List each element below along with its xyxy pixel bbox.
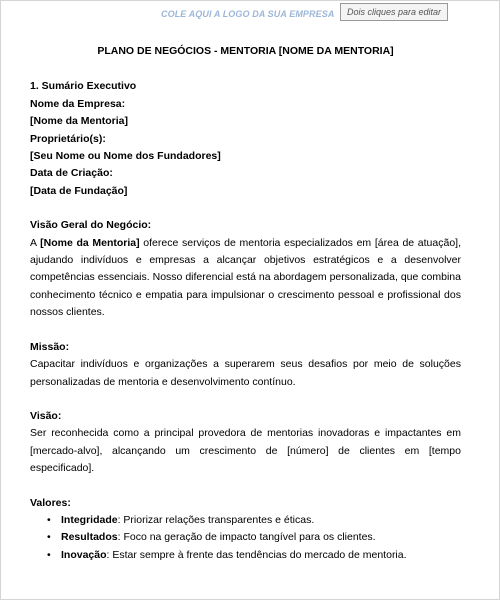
document-title: PLANO DE NEGÓCIOS - MENTORIA [NOME DA MENTORIA] <box>97 45 394 57</box>
spacer <box>30 322 461 339</box>
company-name-label: Nome da Empresa: <box>30 97 126 110</box>
bullet-icon: • <box>47 548 51 561</box>
list-item <box>30 512 461 529</box>
spacer <box>30 478 461 495</box>
overview-company-ref: [Nome da Mentoria] <box>40 236 140 249</box>
spacer <box>30 200 461 217</box>
list-item <box>30 547 461 564</box>
value-desc: : Foco na geração de impacto tangível para os clientes. <box>117 531 376 544</box>
section-heading-summary: 1. Sumário Executivo <box>30 80 137 93</box>
document-toolbar <box>1 1 499 27</box>
creation-date-label: Data de Criação: <box>30 167 113 180</box>
owner-label: Proprietário(s): <box>30 132 106 145</box>
creation-date-value: [Data de Fundação] <box>30 184 128 197</box>
spacer <box>30 391 461 408</box>
value-term: Inovação <box>61 548 107 561</box>
owner-value: [Seu Nome ou Nome dos Fundadores] <box>30 150 221 163</box>
bullet-icon: • <box>47 513 51 526</box>
section-heading-values: Valores: <box>30 496 71 509</box>
mission-paragraph: Capacitar indivíduos e organizações a superarem seus desafios por meio de soluções personalizadas de mentoria e desenvolvimento contínuo. <box>30 358 461 388</box>
overview-lead: A <box>30 236 41 249</box>
logo-placeholder[interactable]: COLE AQUI A LOGO DA SUA EMPRESA <box>161 9 335 19</box>
vision-paragraph: Ser reconhecida como a principal provedora de mentorias inovadoras e impactantes em [mercado-alvo], alcançando um crescimento de [número] de clientes em [tempo especificado]. <box>30 427 461 475</box>
value-term: Resultados <box>61 531 118 544</box>
company-name-value: [Nome da Mentoria] <box>30 115 129 128</box>
value-desc: : Priorizar relações transparentes e éticas. <box>117 513 315 526</box>
overview-text: oferece serviços de mentoria especializados em [área de atuação], ajudando indivíduos e empresas a alcançar objetivos estratégicos e a desenvolver competências essenciais. Nosso diferencial está na abordagem personalizada, que combina conhecimento técnico e empatia para impulsionar o crescimento pessoal e profissional dos nossos clientes. <box>30 236 461 319</box>
document-body <box>30 43 461 564</box>
overview-paragraph <box>30 235 461 322</box>
section-heading-mission: Missão: <box>30 340 70 353</box>
section-heading-overview: Visão Geral do Negócio: <box>30 219 152 232</box>
list-item <box>30 529 461 546</box>
value-desc: : Estar sempre à frente das tendências do mercado de mentoria. <box>106 548 407 561</box>
value-term: Integridade <box>61 513 118 526</box>
bullet-icon: • <box>47 531 51 544</box>
section-heading-vision: Visão: <box>30 409 62 422</box>
values-list <box>30 512 461 564</box>
edit-button[interactable]: Dois cliques para editar <box>340 3 448 21</box>
